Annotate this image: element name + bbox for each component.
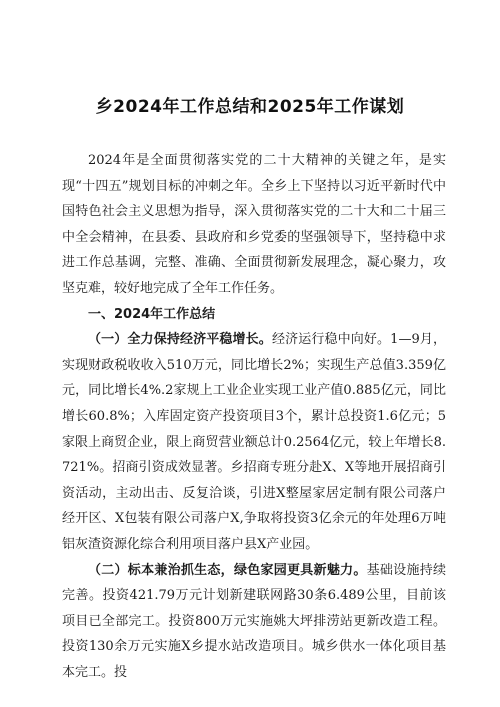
- subsection-paragraph-2: [62, 558, 446, 686]
- section-heading: 一、2024年工作总结: [88, 306, 216, 322]
- subsection-text-2: 基础设施持续完善。投资421.79万元计划新建联网路30条6.489公里，目前该项目已全部完工。投资800万元实施姚大坪排涝站更新改造工程。投资130余万元实施X乡提水站改造项目。城乡供水一体化项目基本完工。投: [62, 562, 446, 680]
- subsection-paragraph-1: [62, 327, 446, 557]
- intro-paragraph: 2024年是全面贯彻落实党的二十大精神的关键之年，是实现“十四五”规划目标的冲刺之年。全乡上下坚持以习近平新时代中国特色社会主义思想为指导，深入贯彻落实党的二十大和二十届三中全会精神，在县委、县政府和乡党委的坚强领导下，坚持稳中求进工作总基调，完整、准确、全面贯彻新发展理念，凝心聚力，攻坚克难，较好地完成了全年工作任务。: [62, 153, 446, 296]
- subsection-text-1: 经济运行稳中向好。1—9月，实现财政税收收入510万元，同比增长2%；实现生产总值3.359亿元，同比增长4%.2家规上工业企业实现工业产值0.885亿元，同比增长60.8%；入库固定资产投资项目3个，累计总投资1.6亿元；5家限上商贸企业，限上商贸营业额总计0.2564亿元，较上年增长8.721%。招商引资成效显著。乡招商专班分赴X、X等地开展招商引资活动，主动出击、反复洽谈，引进X整屋家居定制有限公司落户经开区、X包装有限公司落户X,争取将投资3亿余元的年处理6万吨铝灰渣资源化综合利用项目落户县X产业园。: [62, 332, 446, 552]
- subsection-lead-1: （一）全力保持经济平稳增长。: [88, 332, 272, 348]
- document-body: [62, 148, 446, 685]
- subsection-lead-2: （二）标本兼治抓生态，绿色家园更具新魅力。: [88, 562, 367, 578]
- document-title: 乡2024年工作总结和2025年工作谋划: [95, 97, 405, 117]
